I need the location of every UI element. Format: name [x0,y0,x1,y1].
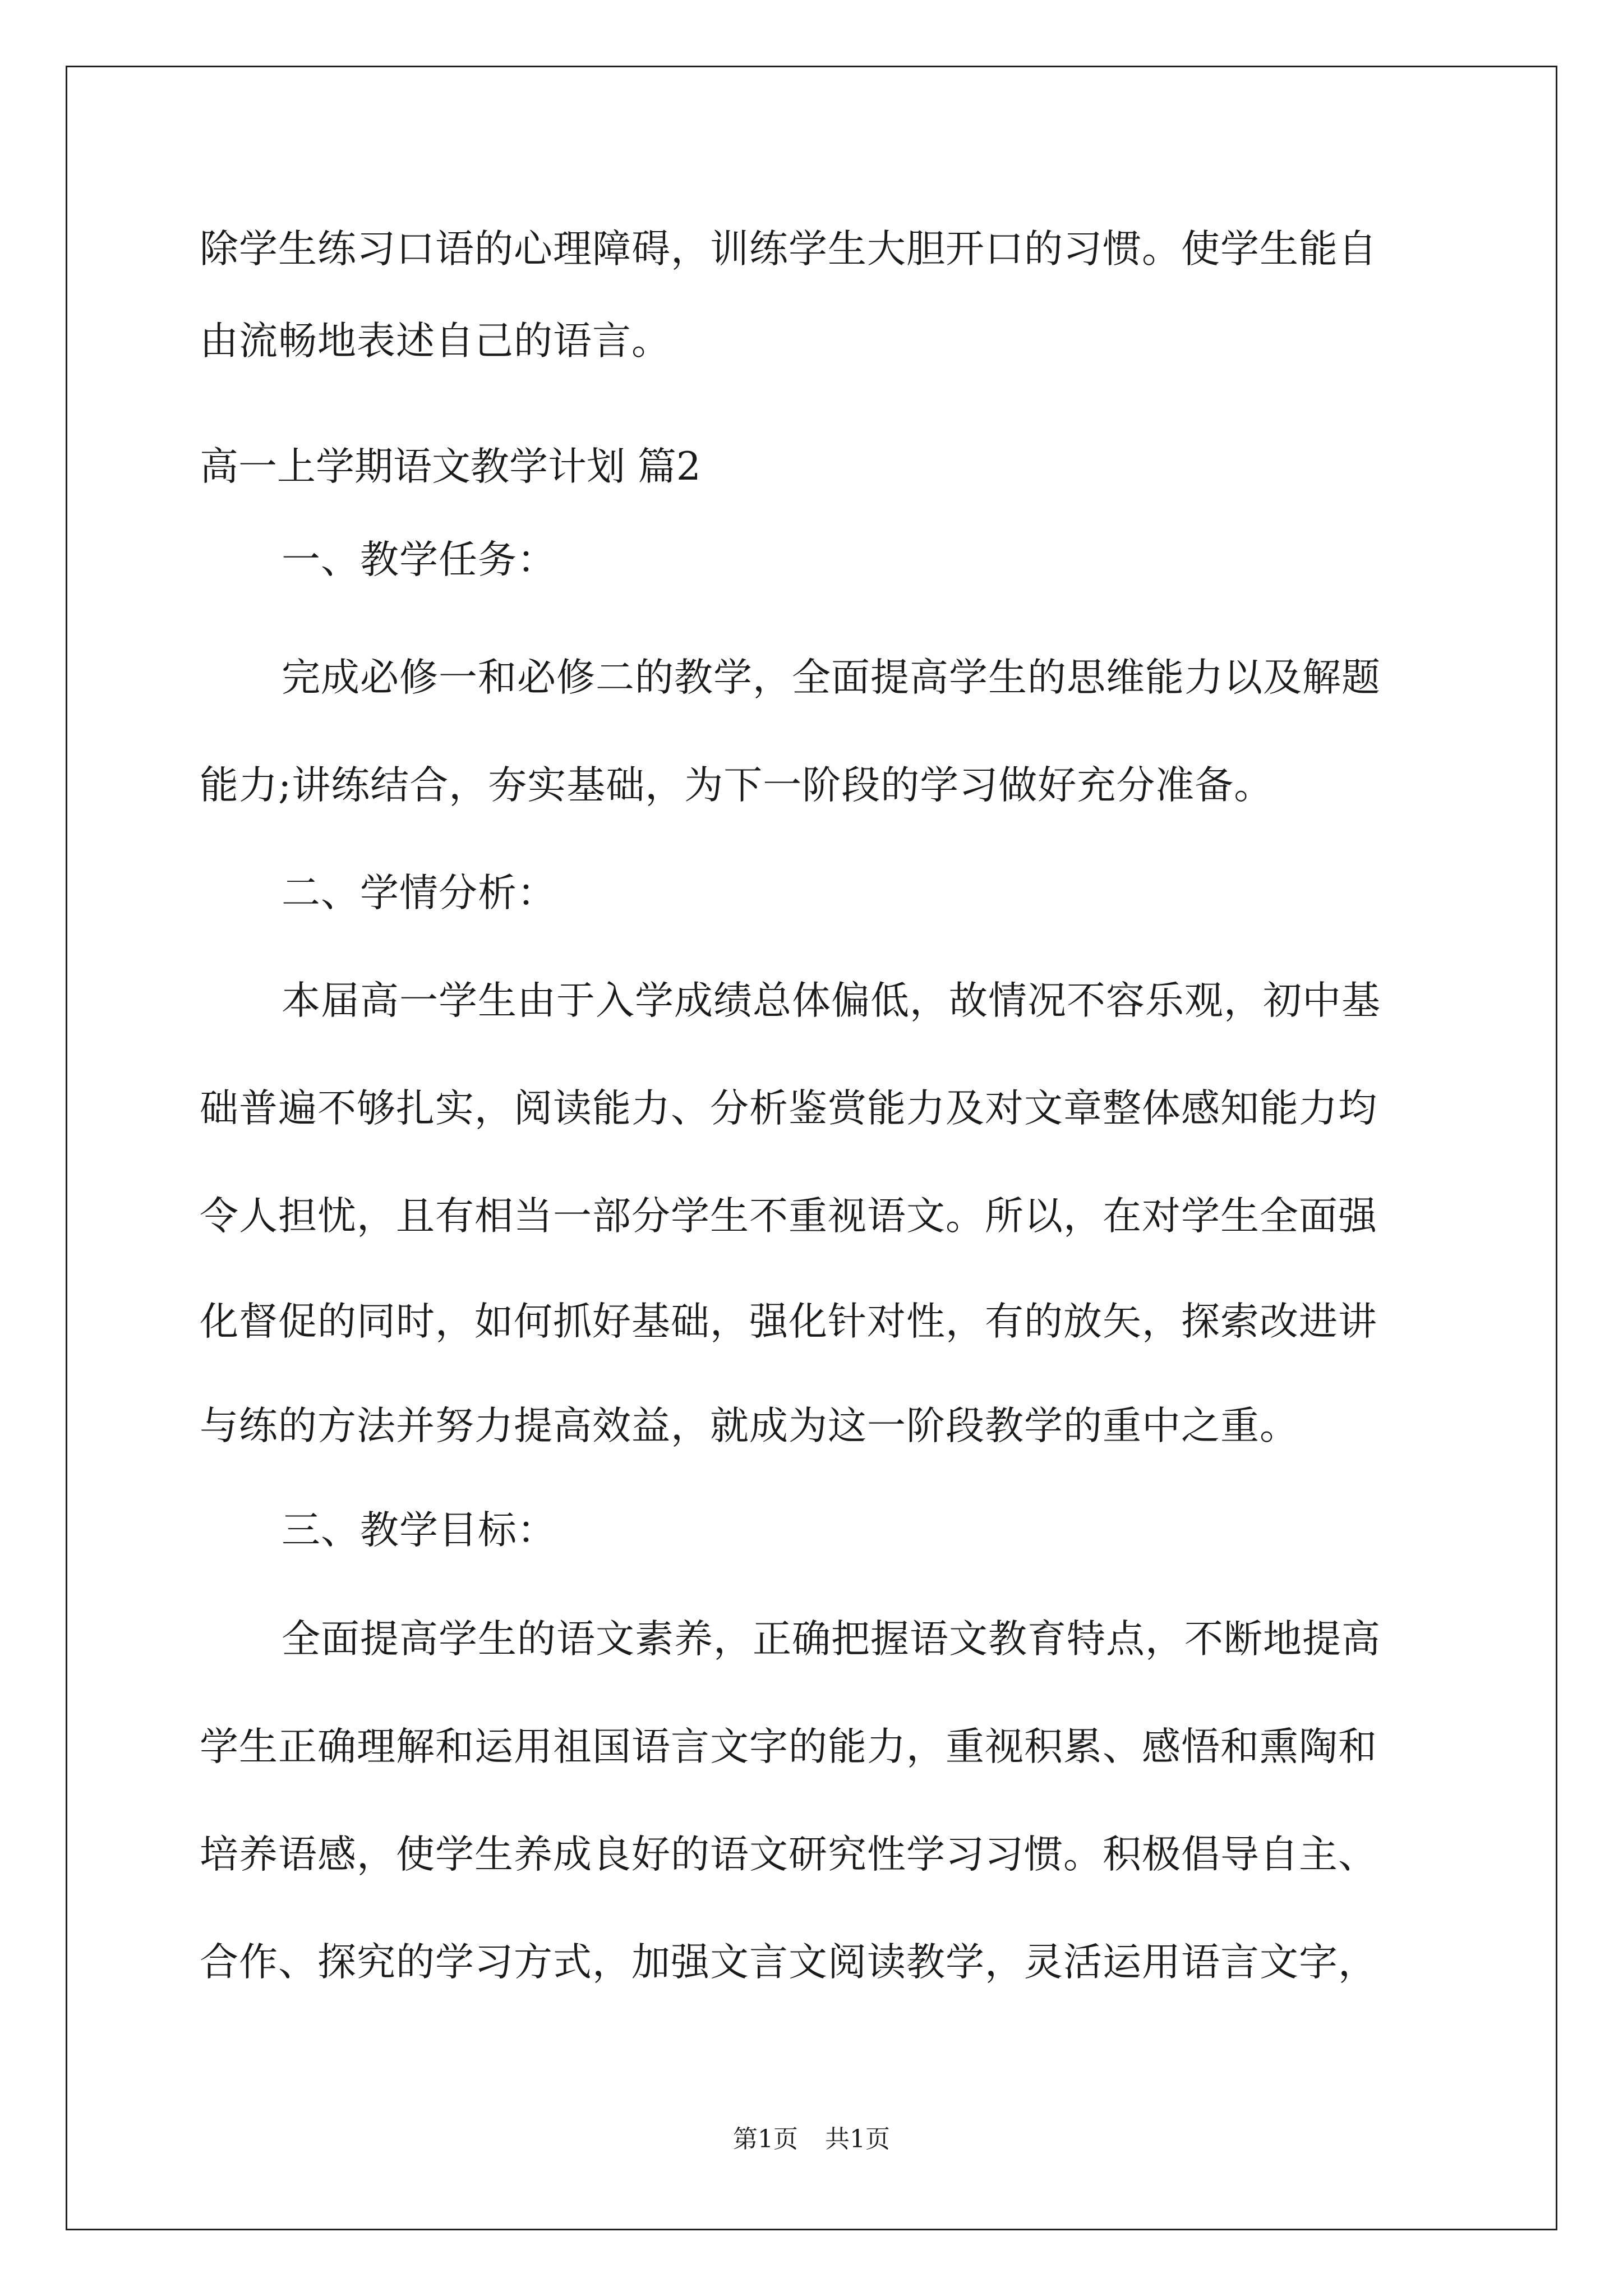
page-count: 共1页 [825,2125,890,2154]
section-title: 高一上学期语文教学计划 篇2 [200,444,701,489]
page-footer [0,2123,1623,2156]
body-text-line: 础普遍不够扎实，阅读能力、分析鉴赏能力及对文章整体感知能力均 [200,1086,1377,1131]
page-number: 第1页 [733,2125,798,2154]
body-text-line: 本届高一学生由于入学成绩总体偏低，故情况不容乐观，初中基 [282,978,1381,1023]
section-heading: 一、教学任务： [282,537,556,582]
body-text-line: 完成必修一和必修二的教学，全面提高学生的思维能力以及解题 [282,655,1381,700]
body-text-line: 能力;讲练结合，夯实基础，为下一阶段的学习做好充分准备。 [200,763,1274,808]
body-text-line: 与练的方法并努力提高效益，就成为这一阶段教学的重中之重。 [200,1404,1299,1448]
body-text-line: 除学生练习口语的心理障碍，训练学生大胆开口的习惯。使学生能自 [200,227,1377,272]
body-text-line: 令人担忧，且有相当一部分学生不重视语文。所以，在对学生全面强 [200,1194,1377,1239]
section-heading: 三、教学目标： [282,1508,556,1553]
body-text-line: 由流畅地表述自己的语言。 [200,319,671,364]
body-text-line: 化督促的同时，如何抓好基础，强化针对性，有的放矢，探索改进讲 [200,1299,1377,1344]
body-text-line: 学生正确理解和运用祖国语言文字的能力，重视积累、感悟和熏陶和 [200,1724,1377,1769]
page-frame [66,66,1557,2230]
body-text-line: 培养语感，使学生养成良好的语文研究性学习习惯。积极倡导自主、 [200,1832,1377,1877]
body-text-line: 合作、探究的学习方式，加强文言文阅读教学，灵活运用语言文字， [200,1940,1377,1985]
section-heading: 二、学情分析： [282,871,556,915]
body-text-line: 全面提高学生的语文素养，正确把握语文教育特点，不断地提高 [282,1617,1381,1662]
